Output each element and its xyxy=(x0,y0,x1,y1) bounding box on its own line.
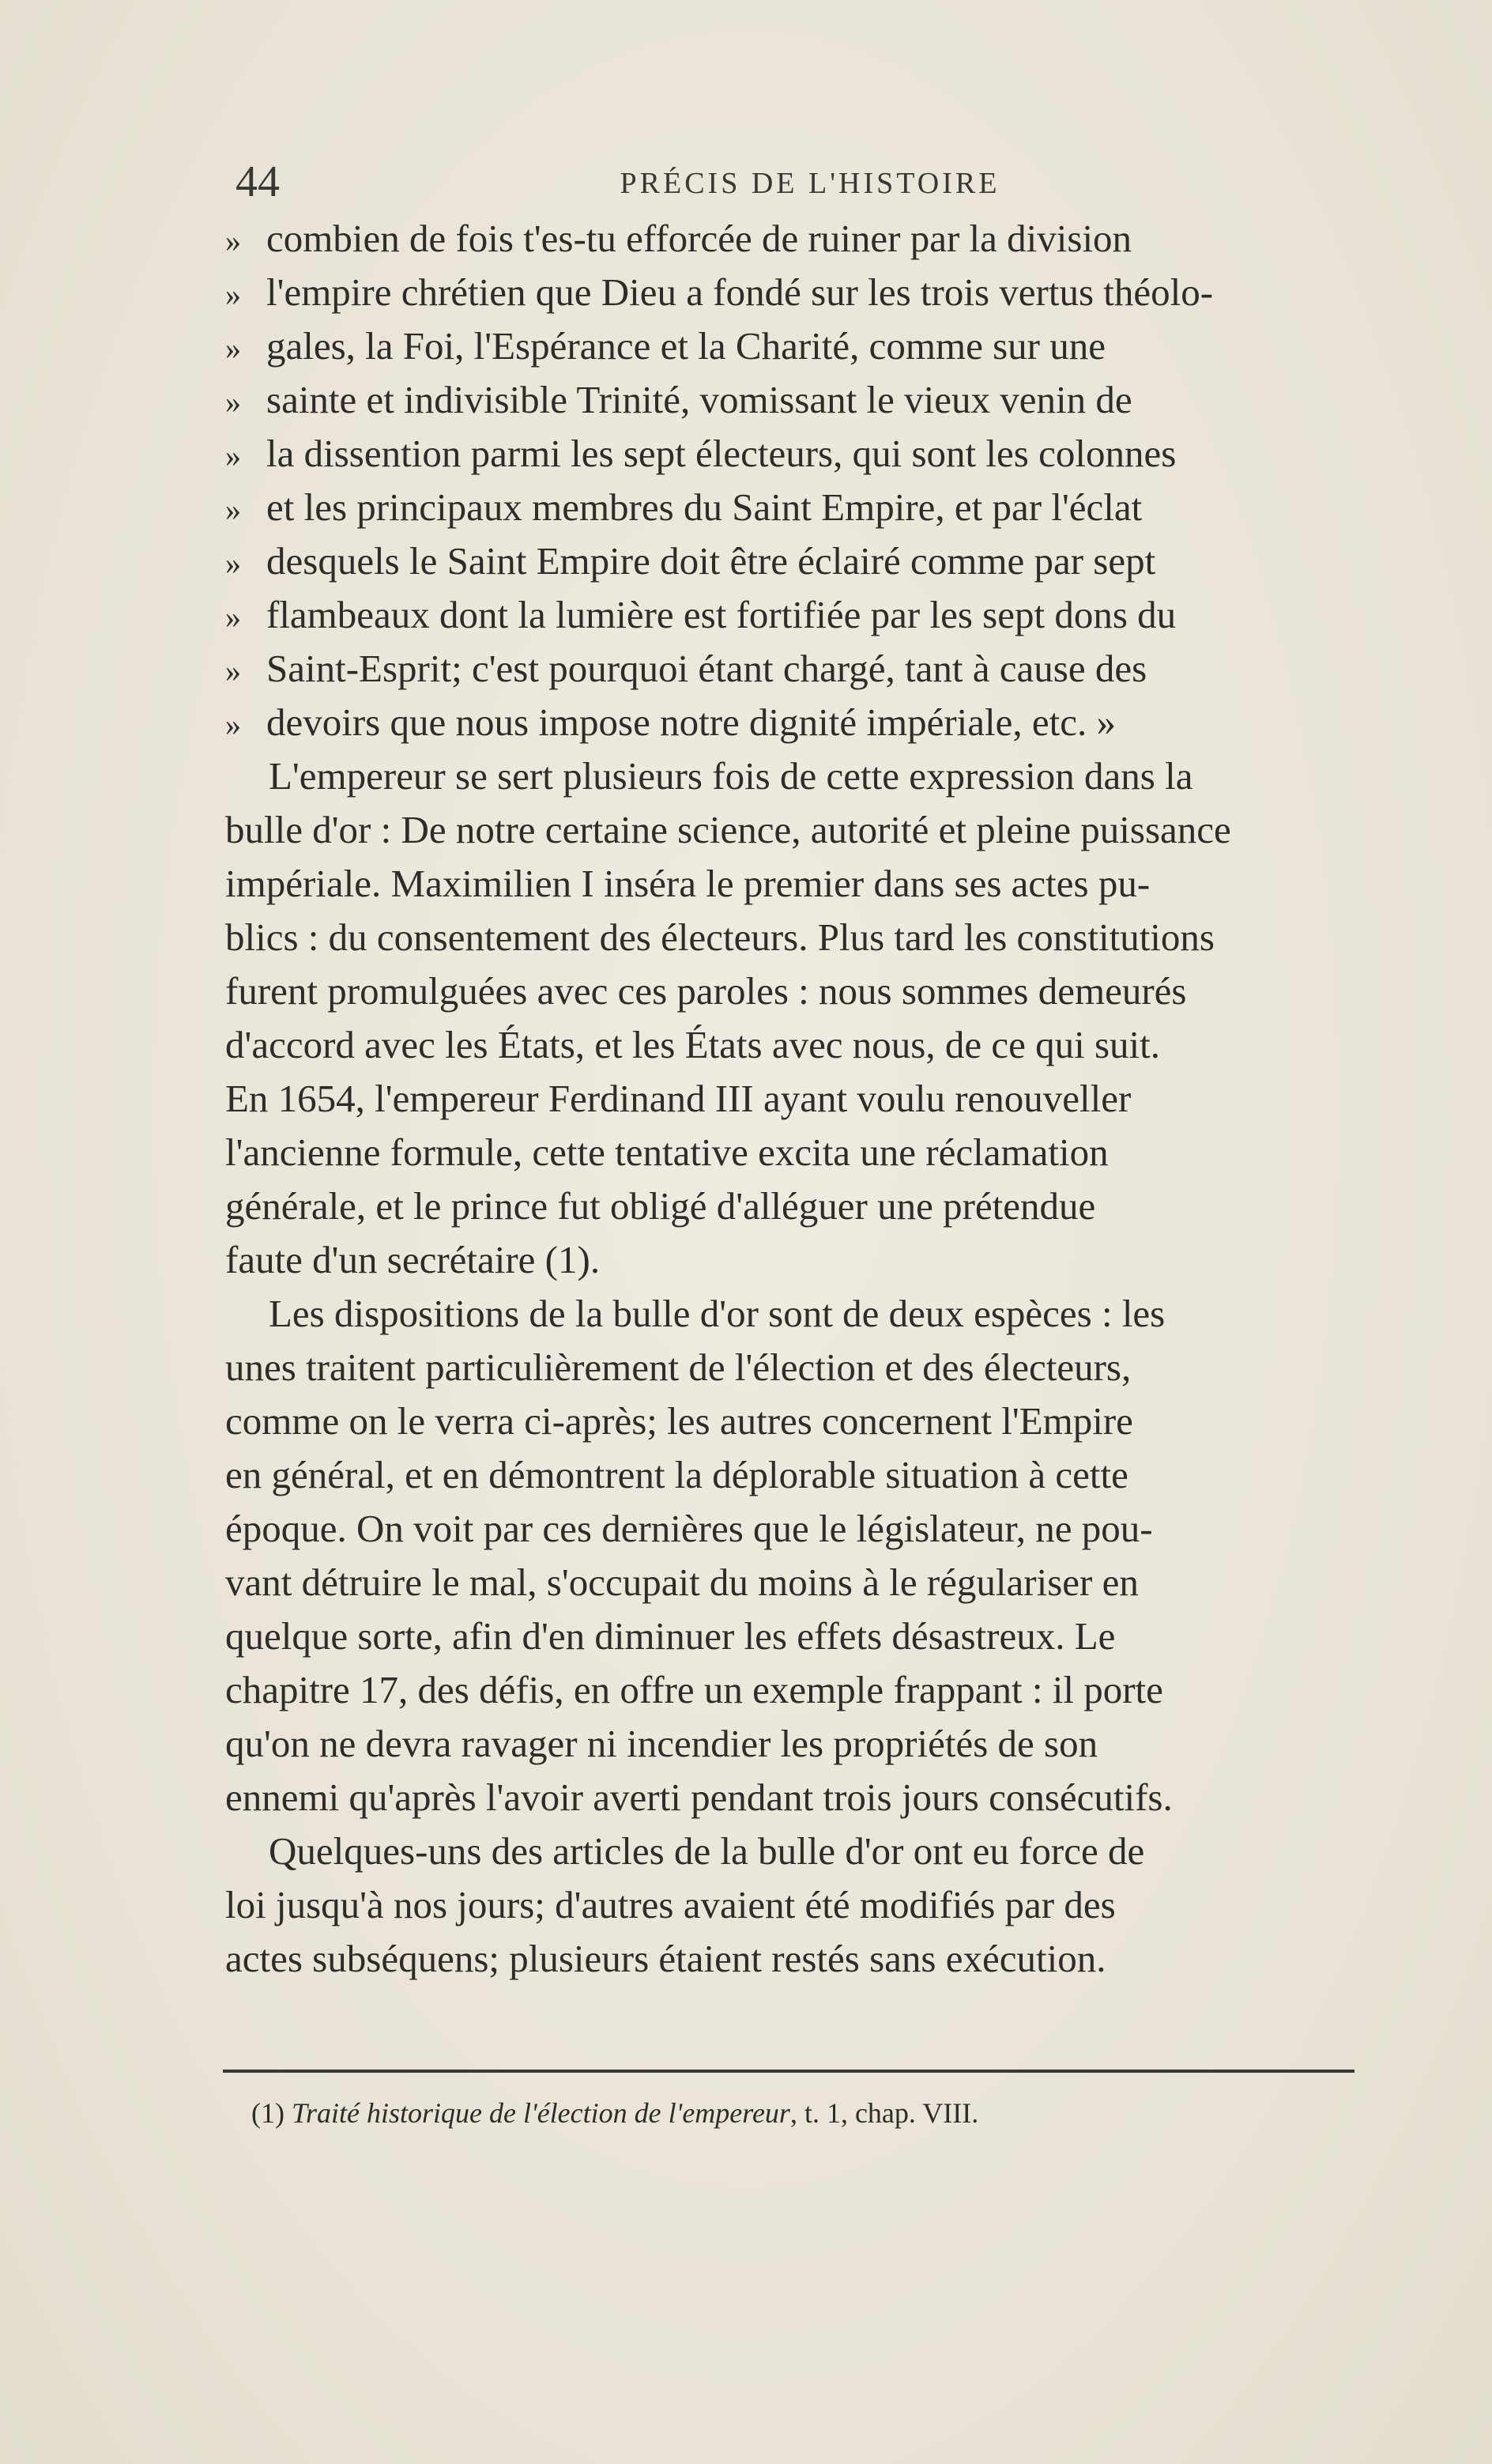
text-line xyxy=(225,1448,1391,1502)
text-line xyxy=(225,1018,1391,1072)
text-line xyxy=(225,1502,1391,1556)
text-line xyxy=(225,1287,1391,1341)
footnote-divider xyxy=(223,2070,1354,2073)
line-text: faute d'un secrétaire (1). xyxy=(225,1238,601,1281)
quote-mark: » xyxy=(225,384,241,420)
line-text: bulle d'or : De notre certaine science, autorité et pleine puissance xyxy=(225,808,1231,851)
line-text: époque. On voit par ces dernières que le législateur, ne pou- xyxy=(225,1507,1153,1550)
line-text: devoirs que nous impose notre dignité impériale, etc. » xyxy=(266,700,1117,744)
line-text: ennemi qu'après l'avoir averti pendant trois jours consécutifs. xyxy=(225,1775,1173,1819)
line-text: flambeaux dont la lumière est fortifiée par les sept dons du xyxy=(266,593,1177,636)
line-text: loi jusqu'à nos jours; d'autres avaient été modifiés par des xyxy=(225,1883,1116,1926)
text-line xyxy=(225,1932,1391,1986)
text-line xyxy=(225,803,1391,857)
text-line xyxy=(225,1771,1391,1824)
quoted-text-line xyxy=(225,319,1391,373)
footnote-title: Traité historique de l'élection de l'empereur xyxy=(291,2097,790,2129)
text-line xyxy=(225,1609,1391,1663)
quote-mark: » xyxy=(225,330,241,366)
quoted-text-line xyxy=(225,534,1391,588)
page-header xyxy=(229,155,1391,212)
page-number: 44 xyxy=(235,157,280,206)
text-line xyxy=(225,1394,1391,1448)
quote-mark: » xyxy=(225,438,241,474)
line-text: blics : du consentement des électeurs. Plus tard les constitutions xyxy=(225,915,1215,959)
footnote xyxy=(251,2096,1358,2130)
text-line xyxy=(225,1663,1391,1717)
text-line xyxy=(225,857,1391,911)
line-text: sainte et indivisible Trinité, vomissant le vieux venin de xyxy=(266,378,1132,421)
text-line xyxy=(225,1717,1391,1771)
line-text: impériale. Maximilien I inséra le premier dans ses actes pu- xyxy=(225,862,1151,905)
quoted-text-line xyxy=(225,373,1391,427)
quote-mark: » xyxy=(225,223,241,258)
line-text: furent promulguées avec ces paroles : nous sommes demeurés xyxy=(225,969,1187,1013)
body-text xyxy=(225,212,1391,1986)
line-text: et les principaux membres du Saint Empire, et par l'éclat xyxy=(266,485,1143,529)
running-title: PRÉCIS DE L'HISTOIRE xyxy=(620,167,1000,200)
line-text: en général, et en démontrent la déplorable situation à cette xyxy=(225,1453,1128,1496)
text-line xyxy=(225,1824,1391,1878)
quote-mark: » xyxy=(225,545,241,581)
line-text: comme on le verra ci-après; les autres concernent l'Empire xyxy=(225,1399,1133,1443)
quoted-text-line xyxy=(225,588,1391,642)
quote-mark: » xyxy=(225,599,241,635)
line-text: générale, et le prince fut obligé d'alléguer une prétendue xyxy=(225,1184,1096,1228)
line-text: l'empire chrétien que Dieu a fondé sur les trois vertus théolo- xyxy=(266,270,1214,314)
line-text: unes traitent particulièrement de l'élection et des électeurs, xyxy=(225,1345,1132,1389)
quote-mark: » xyxy=(225,277,241,312)
footnote-marker: (1) xyxy=(251,2097,284,2129)
line-text: la dissention parmi les sept électeurs, qui sont les colonnes xyxy=(266,432,1177,475)
quoted-text-line xyxy=(225,481,1391,534)
quoted-text-line xyxy=(225,212,1391,266)
footnote-reference: , t. 1, chap. VIII. xyxy=(789,2097,979,2129)
text-line xyxy=(225,1233,1391,1287)
text-line xyxy=(225,749,1391,803)
text-line xyxy=(225,1878,1391,1932)
quoted-text-line xyxy=(225,427,1391,481)
quote-mark: » xyxy=(225,492,241,527)
line-text: En 1654, l'empereur Ferdinand III ayant voulu renouveller xyxy=(225,1077,1132,1120)
text-line xyxy=(225,1341,1391,1394)
line-text: l'ancienne formule, cette tentative excita une réclamation xyxy=(225,1130,1109,1174)
text-line xyxy=(225,1126,1391,1179)
line-text: desquels le Saint Empire doit être éclairé comme par sept xyxy=(266,539,1156,583)
line-text: vant détruire le mal, s'occupait du moins à le régulariser en xyxy=(225,1560,1139,1604)
line-text: quelque sorte, afin d'en diminuer les effets désastreux. Le xyxy=(225,1614,1116,1658)
line-text: d'accord avec les États, et les États avec nous, de ce qui suit. xyxy=(225,1023,1161,1066)
line-text: Saint-Esprit; c'est pourquoi étant chargé, tant à cause des xyxy=(266,647,1147,690)
line-text: chapitre 17, des défis, en offre un exemple frappant : il porte xyxy=(225,1668,1163,1711)
line-text: Quelques-uns des articles de la bulle d'or ont eu force de xyxy=(269,1829,1145,1873)
text-line xyxy=(225,911,1391,964)
text-line xyxy=(225,964,1391,1018)
line-text: Les dispositions de la bulle d'or sont de deux espèces : les xyxy=(269,1292,1166,1335)
line-text: combien de fois t'es-tu efforcée de ruiner par la division xyxy=(266,217,1132,260)
line-text: gales, la Foi, l'Espérance et la Charité, comme sur une xyxy=(266,324,1106,368)
text-line xyxy=(225,1179,1391,1233)
quoted-text-line xyxy=(225,696,1391,749)
line-text: qu'on ne devra ravager ni incendier les propriétés de son xyxy=(225,1722,1098,1765)
quote-mark: » xyxy=(225,707,241,742)
quoted-text-line xyxy=(225,266,1391,319)
line-text: L'empereur se sert plusieurs fois de cette expression dans la xyxy=(269,754,1193,798)
text-line xyxy=(225,1556,1391,1609)
line-text: actes subséquens; plusieurs étaient restés sans exécution. xyxy=(225,1937,1106,1980)
quote-mark: » xyxy=(225,653,241,689)
quoted-text-line xyxy=(225,642,1391,696)
text-line xyxy=(225,1072,1391,1126)
